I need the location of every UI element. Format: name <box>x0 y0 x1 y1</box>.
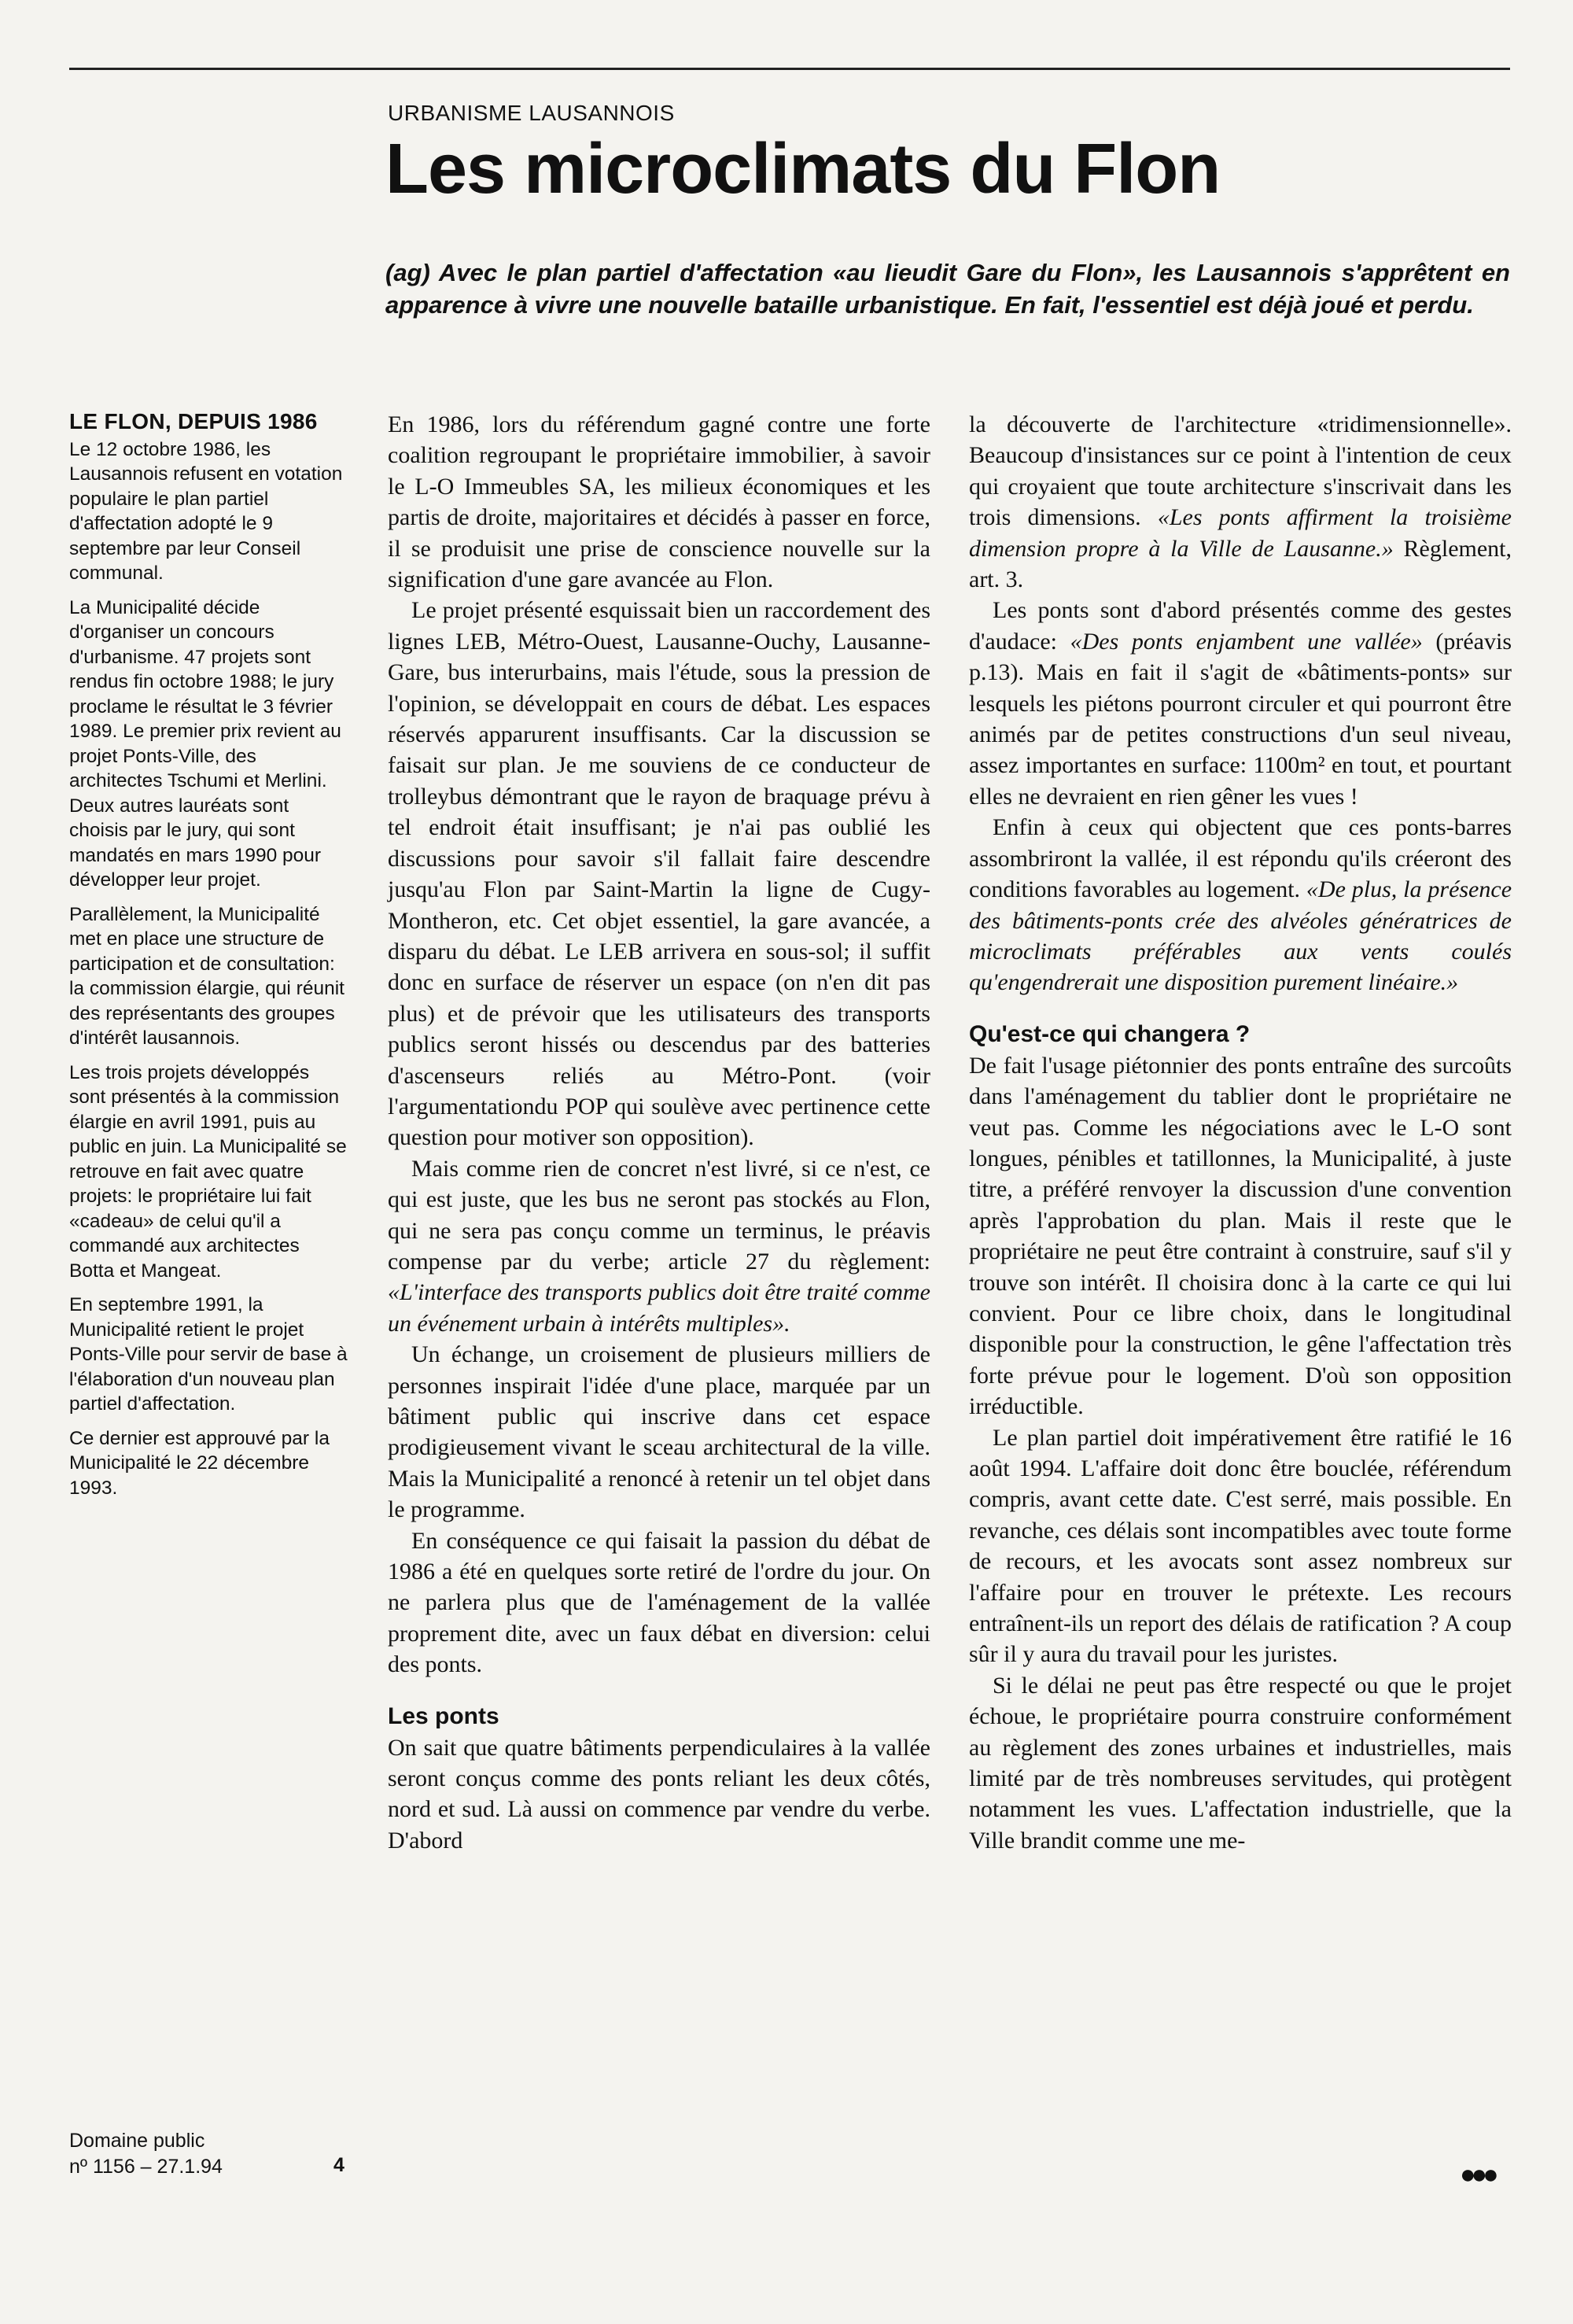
body-paragraph <box>969 812 1512 998</box>
quote-text: «Des ponts enjambent une vallée» <box>1070 628 1423 655</box>
body-paragraph: Un échange, un croisement de plusieurs milliers de personnes inspirait l'idée d'une place, marquée par un bâtiment public qui inscrive dans cet espace prodigieusement vivant le sceau architectural de la ville. Mais la Municipalité a renoncé à retenir un tel objet dans le programme. <box>388 1341 930 1523</box>
quote-text: «De plus, la présence des bâtiments-ponts crée des alvéoles génératrices de microclimats préférables aux vents coulés qu'engendrerait une disposition purement linéaire.» <box>969 876 1512 996</box>
body-paragraph <box>969 409 1512 595</box>
body-paragraph: En 1986, lors du référendum gagné contre une forte coalition regroupant le propriétaire immobilier, à savoir le L-O Immeubles SA, les milieux économiques et les partis de droite, majoritaires et décidés à passer en force, il se produisit une prise de conscience nouvelle sur la signification d'une gare avancée au Flon. <box>388 411 930 593</box>
body-text: la découverte de l'architecture «tridimensionnelle». Beaucoup d'insistances sur ce point à l'intention de ceux qui croyaient que toute architecture s'inscrivait dans les trois dimensions. <box>969 411 1512 531</box>
body-text: Les ponts sont d'abord présentés comme des gestes d'audace: <box>969 597 1512 655</box>
sidebar-chronology <box>69 409 349 1510</box>
issue-number: nº 1156 – 27.1.94 <box>69 2156 223 2178</box>
quote-text: «L'interface des transports publics doit être traité comme un événement urbain à intérêts multiples». <box>388 1279 930 1337</box>
sidebar-paragraph: Parallèlement, la Municipalité met en place une structure de participation et de consultation: la commission élargie, qui réunit des représentants des groupes d'intérêt lausannois. <box>69 903 344 1049</box>
sidebar-paragraph: Les trois projets développés sont présentés à la commission élargie en avril 1991, puis au public en juin. La Municipalité se retrouve en fait avec quatre projets: le propriétaire lui fait «cadeau» de celui qu'il a commandé aux architectes Botta et Mangeat. <box>69 1061 347 1282</box>
footer-info <box>69 2128 368 2180</box>
continued-marker: ●●● <box>1460 2160 1494 2189</box>
sidebar-paragraph: Le 12 octobre 1986, les Lausannois refusent en votation populaire le plan partiel d'affectation adopté le 9 septembre par leur Conseil communal. <box>69 438 343 584</box>
subheading-ponts: Les ponts <box>388 1702 499 1729</box>
body-paragraph: On sait que quatre bâtiments perpendiculaires à la vallée seront conçus comme des ponts reliant les deux côtés, nord et sud. Là aussi on commence par vendre du verbe. D'abord <box>388 1734 930 1854</box>
page-number: 4 <box>333 2154 344 2176</box>
body-paragraph <box>388 1153 930 1339</box>
publication-name: Domaine public <box>69 2130 205 2152</box>
body-paragraph: Le projet présenté esquissait bien un raccordement des lignes LEB, Métro-Ouest, Lausanne-Ouchy, Lausanne-Gare, bus interurbains, mais l'étude, sous la pression de l'opinion, se développait en cours de débat. Les espaces réservés apparurent insuffisants. Car la discussion se faisait sur plan. Je me souviens de ce conducteur de trolleybus démontrant que le rayon de braquage prévu à tel endroit était insuffisant; je n'ai pas oublié les discussions pour savoir s'il fallait faire descendre jusqu'au Flon par Saint-Martin la ligne de Cugy-Montheron, etc. Cet objet essentiel, la gare avancée, a disparu du débat. Le LEB arrivera en sous-sol; il suffit donc en surface de réserver un espace (on n'en dit pas plus) et de prévoir que les utilisateurs des transports publics seront hissés ou descendus par des batteries d'ascenseurs reliés au Métro-Pont. (voir l'argumentationdu POP qui soulève avec pertinence cette question pour motiver son opposition). <box>388 597 930 1151</box>
sidebar-paragraph: La Municipalité décide d'organiser un concours d'urbanisme. 47 projets sont rendus fin octobre 1988; le jury proclame le résultat le 3 février 1989. Le premier prix revient au projet Ponts-Ville, des architectes Tschumi et Merlini. Deux autres lauréats sont choisis par le jury, qui sont mandatés en mars 1990 pour développer leur projet. <box>69 596 341 891</box>
article-title: Les microclimats du Flon <box>385 130 1221 208</box>
body-paragraph: Si le délai ne peut pas être respecté ou que le projet échoue, le propriétaire pourra construire conformément au règlement des zones urbaines et industrielles, mais limité par de très nombreuses servitudes, qui protègent notamment les vues. L'affectation industrielle, que la Ville brandit comme une me- <box>969 1672 1512 1854</box>
top-rule <box>69 68 1510 70</box>
body-text: (préavis p.13). Mais en fait il s'agit de «bâtiments-ponts» sur lesquels les piétons pourront circuler et qui pourront être animés par de petites constructions d'un seul niveau, assez importantes en surface: 1100m² en tout, et pourtant elles ne devraient en rien gêner les vues ! <box>969 628 1512 810</box>
sidebar-heading: LE FLON, DEPUIS 1986 <box>69 409 318 433</box>
quote-text: «Les ponts affirment la troisième dimension propre à la Ville de Lausanne.» <box>969 504 1512 562</box>
body-paragraph: De fait l'usage piétonnier des ponts entraîne des surcoûts dans l'aménagement du tablier dont le propriétaire ne veut pas. Comme les négociations avec le L-O sont longues, pénibles et tatillonnes, la Municipalité, à juste titre, a préféré renvoyer la discussion d'une convention après l'approbation du plan. Mais il reste que le propriétaire ne peut être contraint à construire, sauf s'il y trouve son intérêt. Il choisira donc à la carte ce qui lui convient. Pour ce libre choix, dans le longitudinal disponible pour la construction, le gêne l'affectation très forte prévue pour le logement. D'où son opposition irréductible. <box>969 1052 1512 1420</box>
body-text: Règlement, art. 3. <box>969 535 1512 593</box>
body-column-1 <box>388 409 930 1856</box>
article-lead: (ag) Avec le plan partiel d'affectation «au lieudit Gare du Flon», les Lausannois s'apprêtent en apparence à vivre une nouvelle bataille urbanistique. En fait, l'essentiel est déjà joué et perdu. <box>385 259 1510 319</box>
sidebar-paragraph: Ce dernier est approuvé par la Municipalité le 22 décembre 1993. <box>69 1427 330 1499</box>
section-rubric: URBANISME LAUSANNOIS <box>388 101 675 125</box>
body-column-2 <box>969 409 1512 1856</box>
subheading-changera: Qu'est-ce qui changera ? <box>969 1020 1251 1047</box>
body-text: Enfin à ceux qui objectent que ces ponts-barres assombriront la vallée, il est répondu qu'ils créeront des conditions favorables au logement. <box>969 814 1512 903</box>
body-paragraph: Le plan partiel doit impérativement être ratifié le 16 août 1994. L'affaire doit donc être bouclée, référendum compris, avant cette date. C'est serré, mais possible. En revanche, ces délais sont incompatibles avec toute forme de recours, et les avocats sont assez nombreux sur l'affaire pour en trouver le prétexte. Les recours entraînent-ils un report des délais de ratification ? A coup sûr il y aura du travail pour les juristes. <box>969 1424 1512 1668</box>
body-text: Mais comme rien de concret n'est livré, si ce n'est, ce qui est juste, que les bus ne seront pas stockés au Flon, qui ne sera pas conçu comme un terminus, le préavis compense par du verbe; article 27 du règlement: <box>388 1155 930 1275</box>
sidebar-paragraph: En septembre 1991, la Municipalité retient le projet Ponts-Ville pour servir de base à l'élaboration d'un nouveau plan partiel d'affectation. <box>69 1294 348 1415</box>
body-paragraph <box>969 595 1512 812</box>
body-paragraph: En conséquence ce qui faisait la passion du débat de 1986 a été en quelques sorte retiré de l'ordre du jour. On ne parlera plus que de l'aménagement de la vallée proprement dite, avec un faux débat en diversion: celui des ponts. <box>388 1527 930 1678</box>
